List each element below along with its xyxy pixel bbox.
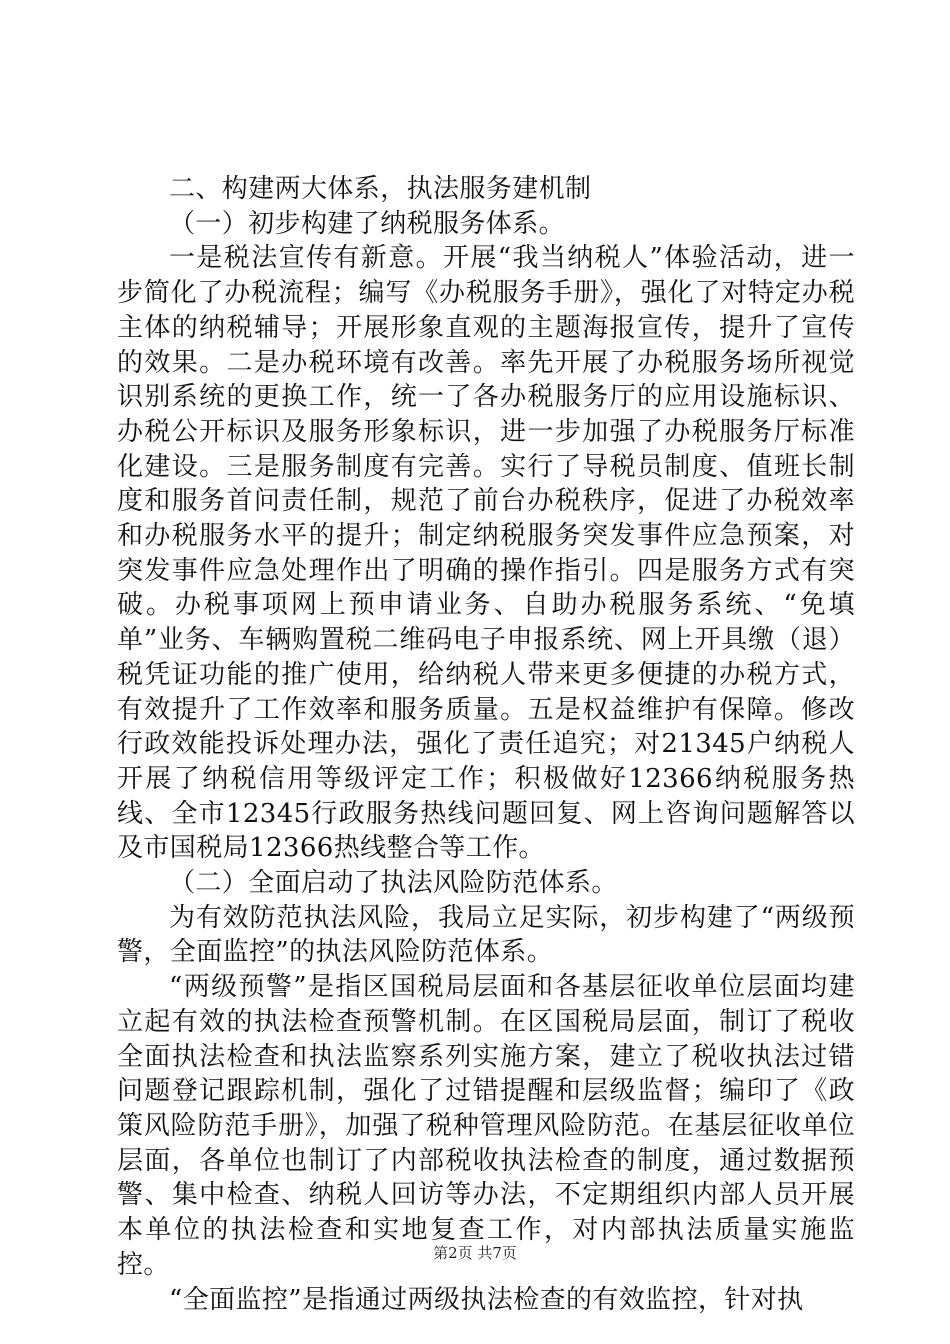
body-paragraph: “全面监控”是指通过两级执法检查的有效监控，针对执 [169, 1284, 804, 1315]
subsection-heading: （一）初步构建了纳税服务体系。 [169, 208, 566, 239]
body-paragraph: 为有效防范执法风险，我局立足实际，初步构建了“两级预警，全面监控”的执法风险防范体系。 [117, 902, 855, 968]
body-paragraph: “两级预警”是指区国税局层面和各基层征收单位层面均建立起有效的执法检查预警机制。在区国税局层面，制订了税收全面执法检查和执法监察系列实施方案，建立了税收执法过错问题登记跟踪机制，强化了过错提醒和层级监督；编印了《政策风险防范手册》，加强了税种管理风险防范。在基层征收单位层面，各单位也制订了内部税收执法检查的制度，通过数据预警、集中检查、纳税人回访等办法，不定期组织内部人员开展本单位的执法检查和实地复查工作，对内部执法质量实施监控。 [117, 972, 855, 1280]
document-body [117, 172, 855, 1317]
page-number-footer: 第2页 共7页 [433, 1244, 517, 1262]
section-heading: 二、构建两大体系，执法服务建机制 [169, 174, 592, 204]
body-paragraph: 一是税法宣传有新意。开展“我当纳税人”体验活动，进一步简化了办税流程；编写《办税服务手册》，强化了对特定办税主体的纳税辅导；开展形象直观的主题海报宣传，提升了宣传的效果。二是办税环境有改善。率先开展了办税服务场所视觉识别系统的更换工作，统一了各办税服务厅的应用设施标识、办税公开标识及服务形象标识，进一步加强了办税服务厅标准化建设。三是服务制度有完善。实行了导税员制度、值班长制度和服务首问责任制，规范了前台办税秩序，促进了办税效率和办税服务水平的提升；制定纳税服务突发事件应急预案，对突发事件应急处理作出了明确的操作指引。四是服务方式有突破。办税事项网上预申请业务、自助办税服务系统、“免填单”业务、车辆购置税二维码电子申报系统、网上开具缴（退）税凭证功能的推广使用，给纳税人带来更多便捷的办税方式，有效提升了工作效率和服务质量。五是权益维护有保障。修改行政效能投诉处理办法，强化了责任追究；对21345户纳税人开展了纳税信用等级评定工作；积极做好12366纳税服务热线、全市12345行政服务热线问题回复、网上咨询问题解答以及市国税局12366热线整合等工作。 [117, 243, 855, 864]
subsection-heading: （二）全面启动了执法风险防范体系。 [169, 868, 618, 899]
